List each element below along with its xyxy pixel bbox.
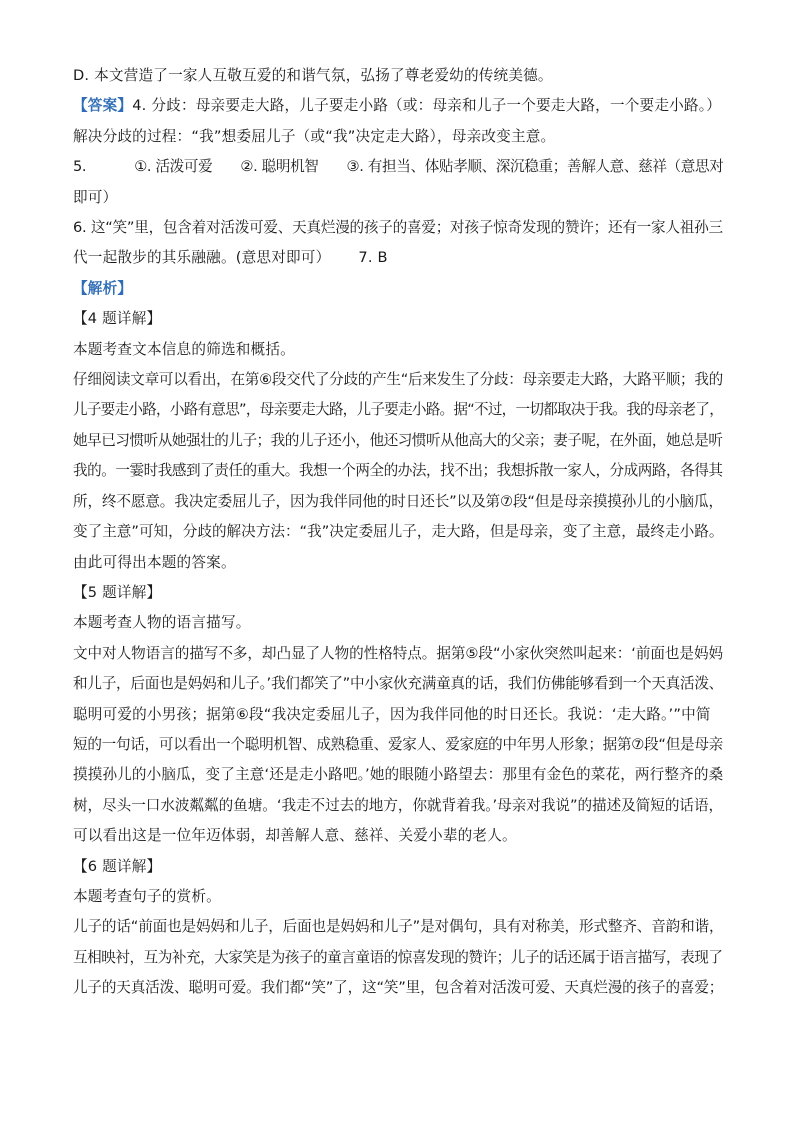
q5-paragraph-line: 树，尽头一口水波粼粼的鱼塘。‘我走不过去的地方，你就背着我。’母亲对我说”的描述及简短的话语，	[73, 796, 724, 814]
document-page	[73, 61, 723, 1004]
q4-paragraph-line: 本题考查文本信息的筛选和概括。	[73, 340, 295, 358]
answer-q6-cont	[73, 243, 723, 273]
option-d-line: D. 本文营造了一家人互敬互爱的和谐气氛，弘扬了尊老爱幼的传统美德。	[73, 67, 553, 84]
q6-paragraph-line: 本题考查句子的赏析。	[73, 887, 221, 905]
q5-answer-3: ③. 有担当、体贴孝顺、深沉稳重；善解人意、慈祥（意思对	[346, 158, 724, 176]
q4-paragraph-line: 仔细阅读文章可以看出，在第⑥段交代了分歧的产生“后来发生了分歧：母亲要走大路，大路平顺；我的	[73, 371, 723, 389]
q5-paragraph-line: 和儿子，后面也是妈妈和儿子。’我们都笑了”中小家伙充满童真的话，我们仿佛能够看到一个天真活泼、	[73, 675, 724, 693]
resolution-line: 解决分歧的过程：“我”想委屈儿子（或“我”决定走大路），母亲改变主意。	[73, 127, 556, 145]
q6-paragraph-line: 互相映衬，互为补充，大家笑是为孩子的童言童语的惊喜发现的赞许；儿子的话还属于语言描写，表现了	[73, 948, 723, 966]
q5-paragraph-line: 短的一句话，可以看出一个聪明机智、成熟稳重、爱家人、爱家庭的中年男人形象；据第⑦段“但是母亲	[73, 735, 723, 753]
answer-q6-cont-text: 代一起散步的其乐融融。(意思对即可）	[73, 249, 331, 267]
q6-paragraph-line: 儿子的天真活泼、聪明可爱。我们都“笑”了，这“笑”里，包含着对活泼可爱、天真烂漫的孩子的喜爱；	[73, 979, 724, 997]
q5-paragraph-line: 文中对人物语言的描写不多，却凸显了人物的性格特点。据第⑤段“小家伙突然叫起来：‘前面也是妈妈	[73, 644, 724, 662]
q5-paragraph-line: 本题考查人物的语言描写。	[73, 614, 251, 632]
q6-title: 【6 题详解】	[73, 857, 162, 875]
answer-q4-text: 4. 分歧：母亲要走大路，儿子要走小路（或：母亲和儿子一个要走大路，一个要走小路。）	[132, 97, 722, 115]
q5-number: 5.	[73, 158, 87, 176]
q6-paragraph-line: 儿子的话“前面也是妈妈和儿子，后面也是妈妈和儿子”是对偶句，具有对称美，形式整齐、音韵和谐，	[73, 918, 724, 936]
q4-paragraph-line: 由此可得出本题的答案。	[73, 553, 236, 571]
q4-paragraph-line: 所，终不愿意。我决定委屈儿子，因为我伴同他的时日还长”以及第⑦段“但是母亲摸摸孙儿的小脑瓜，	[73, 492, 723, 510]
answer-q4-line	[73, 91, 723, 121]
answer-q6-line: 6. 这“笑”里，包含着对活泼可爱、天真烂漫的孩子的喜爱；对孩子惊奇发现的赞许；还有一家人祖孙三	[73, 219, 723, 237]
q5-paragraph-line: 摸摸孙儿的小脑瓜，变了主意‘还是走小路吧。’她的眼随小路望去：那里有金色的菜花，两行整齐的桑	[73, 766, 724, 784]
q4-paragraph-line: 我的。一霎时我感到了责任的重大。我想一个两全的办法，找不出；我想拆散一家人，分成两路，各得其	[73, 462, 723, 480]
answer-q5-cont: 即可）	[73, 188, 118, 206]
answer-tag: 【答案】	[73, 97, 133, 115]
q5-paragraph-line: 聪明可爱的小男孩；据第⑥段“我决定委屈儿子，因为我伴同他的时日还长。我说：‘走大路。’”中简	[73, 705, 711, 723]
analysis-tag: 【解析】	[73, 279, 133, 297]
q5-paragraph-line: 可以看出这是一位年迈体弱，却善解人意、慈祥、关爱小辈的老人。	[73, 827, 517, 845]
q5-answer-1: ①. 活泼可爱	[134, 158, 213, 176]
q4-paragraph-line: 她早已习惯听从她强壮的儿子；我的儿子还小，他还习惯听从他高大的父亲；妻子呢，在外面，她总是听	[73, 431, 723, 449]
answer-q5-line	[73, 152, 723, 182]
q5-title: 【5 题详解】	[73, 583, 162, 601]
answer-q7: 7. B	[358, 249, 388, 267]
q4-paragraph-line: 变了主意”可知，分歧的解决方法：“我”决定委屈儿子，走大路，但是母亲，变了主意，最终走小路。	[73, 523, 724, 541]
q4-paragraph-line: 儿子要走小路，小路有意思”，母亲要走大路，儿子要走小路。据“不过，一切都取决于我。我的母亲老了，	[73, 401, 724, 419]
q5-answer-2: ②. 聪明机智	[240, 158, 319, 176]
q4-title: 【4 题详解】	[73, 310, 162, 328]
